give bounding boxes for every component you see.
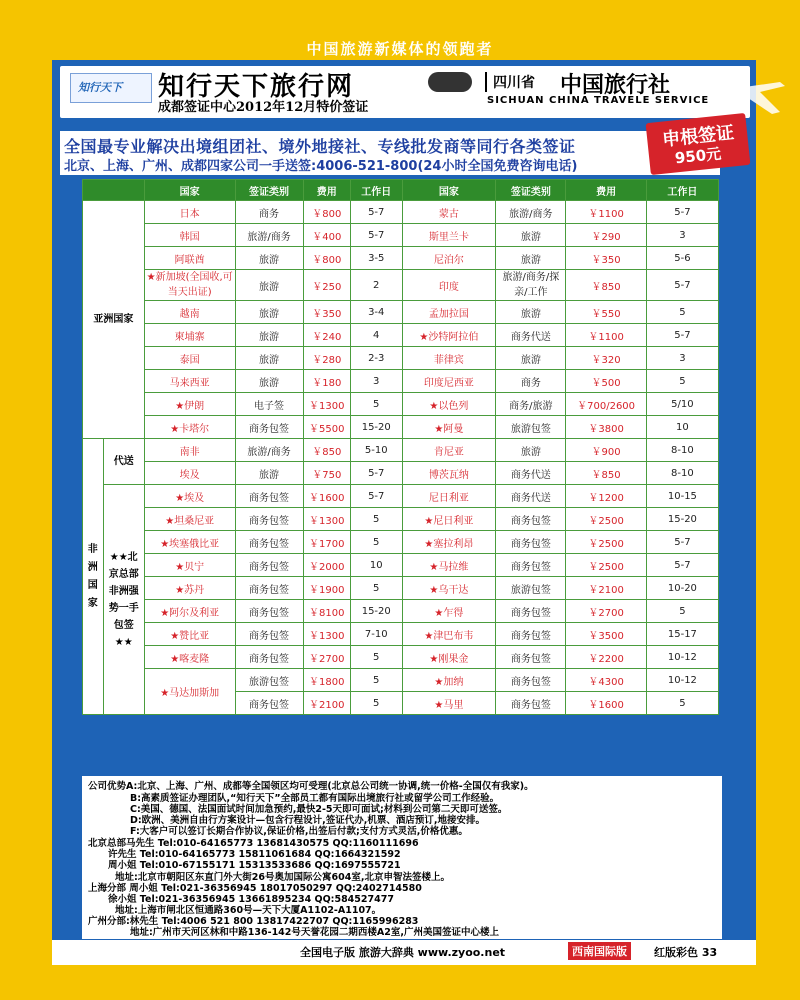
cell-fee-2: ￥1600 <box>566 692 646 715</box>
cell-visa-type-2: 旅游 <box>496 247 566 270</box>
cell-work-days: 5 <box>350 692 402 715</box>
cell-fee: ￥1300 <box>303 623 350 646</box>
company-info-line: 上海分部 周小姐 Tel:021-36356945 18017050297 QQ:2402714580 <box>88 883 422 894</box>
cell-visa-type: 旅游 <box>235 270 303 301</box>
cell-fee-2: ￥320 <box>566 347 646 370</box>
cell-fee-2: ￥2200 <box>566 646 646 669</box>
cell-visa-type: 旅游 <box>235 324 303 347</box>
cell-visa-type-2: 商务包签 <box>496 531 566 554</box>
cell-visa-type: 旅游/商务 <box>235 224 303 247</box>
company-info-line: D:欧洲、美洲自由行方案设计—包含行程设计,签证代办,机票、酒店预订,地接安排。 <box>130 815 486 826</box>
cell-visa-type: 商务包签 <box>235 531 303 554</box>
table-row <box>83 224 719 247</box>
cell-country-2: ★马里 <box>402 692 496 715</box>
cell-work-days-2: 5-7 <box>646 324 718 347</box>
edition-tag: 西南国际版 <box>568 942 631 960</box>
cell-country-2: ★乌干达 <box>402 577 496 600</box>
cell-visa-type-2: 旅游 <box>496 439 566 462</box>
cell-visa-type: 旅游 <box>235 247 303 270</box>
table-row <box>83 600 719 623</box>
cell-country: ★苏丹 <box>144 577 235 600</box>
cell-work-days-2: 5 <box>646 370 718 393</box>
cell-country: 阿联酋 <box>144 247 235 270</box>
header-fee-2: 费用 <box>566 180 646 201</box>
cell-fee: ￥5500 <box>303 416 350 439</box>
company-info-line: 周小姐 Tel:010-67155171 15313533686 QQ:1697555721 <box>108 860 401 871</box>
cell-country-2: ★乍得 <box>402 600 496 623</box>
cell-fee: ￥350 <box>303 301 350 324</box>
cell-fee: ￥1600 <box>303 485 350 508</box>
cits-name: 中国旅行社 <box>560 72 671 98</box>
table-row <box>83 324 719 347</box>
table-row <box>83 485 719 508</box>
cell-fee-2: ￥1100 <box>566 324 646 347</box>
cell-country-2: 印度尼西亚 <box>402 370 496 393</box>
cell-visa-type: 电子签 <box>235 393 303 416</box>
cell-fee: ￥2700 <box>303 646 350 669</box>
logo-text: 知行天下 <box>78 81 122 94</box>
cell-work-days: 2-3 <box>350 347 402 370</box>
header-country: 国家 <box>144 180 235 201</box>
table-row <box>83 201 719 224</box>
cell-visa-type-2: 旅游/商务/探亲/工作 <box>496 270 566 301</box>
cell-fee-2: ￥700/2600 <box>566 393 646 416</box>
cell-country-2: ★塞拉利昂 <box>402 531 496 554</box>
cell-country-2: ★尼日利亚 <box>402 508 496 531</box>
cell-visa-type: 旅游 <box>235 301 303 324</box>
cell-country-2: ★马拉维 <box>402 554 496 577</box>
cell-work-days-2: 3 <box>646 347 718 370</box>
cell-work-days-2: 8-10 <box>646 439 718 462</box>
cell-work-days-2: 10-12 <box>646 669 718 692</box>
province-label: 四川省 <box>485 72 535 92</box>
table-row <box>83 531 719 554</box>
cell-work-days: 10 <box>350 554 402 577</box>
cell-visa-type-2: 商务包签 <box>496 600 566 623</box>
cell-fee: ￥240 <box>303 324 350 347</box>
cell-visa-type-2: 商务包签 <box>496 508 566 531</box>
cell-country: ★埃及 <box>144 485 235 508</box>
cell-visa-type-2: 旅游 <box>496 224 566 247</box>
cell-work-days-2: 5/10 <box>646 393 718 416</box>
cell-fee-2: ￥4300 <box>566 669 646 692</box>
header-type: 签证类别 <box>235 180 303 201</box>
cell-country: ★新加坡(全国收,可当天出证) <box>144 270 235 301</box>
cell-fee: ￥800 <box>303 201 350 224</box>
company-info-line: B:高素质签证办理团队,“知行天下”全部员工都有国际出境旅行社或留学公司工作经验。 <box>130 793 500 804</box>
group-label-hq: ★★北京总部非洲强势一手包签★★ <box>103 485 144 715</box>
cell-work-days: 3-5 <box>350 247 402 270</box>
bottom-publication: 全国电子版 旅游大辞典 www.zyoo.net <box>300 946 506 959</box>
table-row <box>83 462 719 485</box>
company-info-line: 公司优势A:北京、上海、广州、成都等全国领区均可受理(北京总公司统一协调,统一价格-全国仅有我家)。 <box>88 781 534 792</box>
cell-visa-type-2: 商务/旅游 <box>496 393 566 416</box>
cell-visa-type-2: 商务包签 <box>496 669 566 692</box>
cell-fee: ￥1300 <box>303 508 350 531</box>
cell-visa-type: 商务包签 <box>235 646 303 669</box>
cell-work-days: 5-7 <box>350 485 402 508</box>
cell-visa-type: 旅游 <box>235 370 303 393</box>
company-info-line: 地址:广州市天河区林和中路136-142号天誉花园二期西楼A2室,广州美国签证中心楼上 <box>130 927 499 938</box>
cell-work-days-2: 5 <box>646 301 718 324</box>
cell-fee-2: ￥550 <box>566 301 646 324</box>
cell-visa-type: 商务包签 <box>235 623 303 646</box>
cell-country-2: 肯尼亚 <box>402 439 496 462</box>
cell-visa-type-2: 旅游 <box>496 301 566 324</box>
company-info-line: 许先生 Tel:010-64165773 15811061684 QQ:1664321592 <box>108 849 401 860</box>
cell-visa-type-2: 商务代送 <box>496 462 566 485</box>
visa-price-table <box>82 179 719 715</box>
cell-visa-type: 商务包签 <box>235 600 303 623</box>
table-row <box>83 646 719 669</box>
cell-country-2: 博茨瓦纳 <box>402 462 496 485</box>
cell-work-days: 2 <box>350 270 402 301</box>
cell-fee-2: ￥1200 <box>566 485 646 508</box>
cell-country: 韩国 <box>144 224 235 247</box>
cell-fee-2: ￥2100 <box>566 577 646 600</box>
cell-country: ★喀麦隆 <box>144 646 235 669</box>
cell-work-days-2: 10 <box>646 416 718 439</box>
group-label-proxy: 代送 <box>103 439 144 485</box>
cell-visa-type: 商务 <box>235 201 303 224</box>
table-header-row <box>83 180 719 201</box>
cell-fee-2: ￥2700 <box>566 600 646 623</box>
table-row <box>83 554 719 577</box>
cell-work-days: 15-20 <box>350 600 402 623</box>
cell-fee: ￥8100 <box>303 600 350 623</box>
cell-work-days-2: 15-17 <box>646 623 718 646</box>
cell-country: 柬埔寨 <box>144 324 235 347</box>
cell-visa-type-2: 旅游 <box>496 347 566 370</box>
cell-work-days-2: 3 <box>646 224 718 247</box>
company-info-line: 北京总部马先生 Tel:010-64165773 13681430575 QQ:1160111696 <box>88 838 419 849</box>
hotline: 北京、上海、广州、成都四家公司一手送签:4006-521-800(24小时全国免费咨询电话) <box>64 159 578 174</box>
cell-country-2: 尼泊尔 <box>402 247 496 270</box>
cell-work-days-2: 5-7 <box>646 554 718 577</box>
cell-visa-type: 商务包签 <box>235 577 303 600</box>
cell-country-2: 斯里兰卡 <box>402 224 496 247</box>
cell-country: 日本 <box>144 201 235 224</box>
cell-fee: ￥1300 <box>303 393 350 416</box>
cell-work-days: 5-7 <box>350 201 402 224</box>
cell-work-days-2: 10-15 <box>646 485 718 508</box>
cell-fee: ￥850 <box>303 439 350 462</box>
headline: 全国最专业解决出境组团社、境外地接社、专线批发商等同行各类签证 <box>64 137 576 156</box>
cell-country: 马来西亚 <box>144 370 235 393</box>
cell-work-days-2: 10-12 <box>646 646 718 669</box>
cell-visa-type: 旅游 <box>235 462 303 485</box>
cell-fee: ￥1800 <box>303 669 350 692</box>
brand-title: 知行天下旅行网 <box>158 72 355 102</box>
cell-work-days: 7-10 <box>350 623 402 646</box>
cell-country-2: 蒙古 <box>402 201 496 224</box>
cell-work-days: 5 <box>350 531 402 554</box>
cell-visa-type-2: 商务代送 <box>496 485 566 508</box>
cell-work-days: 5 <box>350 508 402 531</box>
cell-country-2: ★阿曼 <box>402 416 496 439</box>
header-fee: 费用 <box>303 180 350 201</box>
cell-visa-type-2: 商务代送 <box>496 324 566 347</box>
cell-visa-type: 商务包签 <box>235 485 303 508</box>
cell-fee: ￥280 <box>303 347 350 370</box>
cell-work-days-2: 15-20 <box>646 508 718 531</box>
header-country-2: 国家 <box>402 180 496 201</box>
cell-country: 埃及 <box>144 462 235 485</box>
visa-price-table-wrapper <box>82 179 719 715</box>
company-info-line: 广州分部:林先生 Tel:4006 521 800 13817422707 QQ:1165996283 <box>88 916 419 927</box>
company-info-line: 地址:上海市闸北区恒通路360号—天下大厦A1102-A1107。 <box>115 905 382 916</box>
cell-fee-2: ￥850 <box>566 270 646 301</box>
cell-fee-2: ￥2500 <box>566 554 646 577</box>
cell-country: 越南 <box>144 301 235 324</box>
cell-country-2: ★津巴布韦 <box>402 623 496 646</box>
group-label-africa: 非洲国家 <box>83 439 104 715</box>
cell-work-days: 5-7 <box>350 224 402 247</box>
cell-fee-2: ￥2500 <box>566 531 646 554</box>
cell-fee: ￥2000 <box>303 554 350 577</box>
cits-english: SICHUAN CHINA TRAVELE SERVICE <box>487 95 710 106</box>
cell-work-days: 3 <box>350 370 402 393</box>
header-spacer <box>83 180 145 201</box>
cell-fee: ￥180 <box>303 370 350 393</box>
cell-fee-2: ￥2500 <box>566 508 646 531</box>
cell-work-days-2: 10-20 <box>646 577 718 600</box>
cell-fee-2: ￥3800 <box>566 416 646 439</box>
cell-country-2: ★以色列 <box>402 393 496 416</box>
slogan: 中国旅游新媒体的领跑者 <box>306 40 494 58</box>
cell-country: 泰国 <box>144 347 235 370</box>
cell-fee: ￥400 <box>303 224 350 247</box>
cell-work-days: 15-20 <box>350 416 402 439</box>
cell-work-days: 5 <box>350 577 402 600</box>
cell-fee-2: ￥1100 <box>566 201 646 224</box>
cell-work-days: 5 <box>350 393 402 416</box>
cell-visa-type: 旅游/商务 <box>235 439 303 462</box>
cell-visa-type-2: 旅游/商务 <box>496 201 566 224</box>
cell-visa-type: 商务包签 <box>235 692 303 715</box>
cell-work-days: 3-4 <box>350 301 402 324</box>
cell-visa-type-2: 商务包签 <box>496 554 566 577</box>
cell-country: ★贝宁 <box>144 554 235 577</box>
cell-fee: ￥2100 <box>303 692 350 715</box>
cell-country: ★马达加斯加 <box>144 669 235 715</box>
group-label-asia: 亚洲国家 <box>83 201 145 439</box>
cell-work-days-2: 5-7 <box>646 270 718 301</box>
cell-work-days-2: 5-6 <box>646 247 718 270</box>
cell-visa-type-2: 旅游包签 <box>496 416 566 439</box>
cits-logo-icon <box>428 72 472 92</box>
cell-fee-2: ￥3500 <box>566 623 646 646</box>
cell-visa-type-2: 商务 <box>496 370 566 393</box>
cell-fee: ￥800 <box>303 247 350 270</box>
cell-fee-2: ￥290 <box>566 224 646 247</box>
cell-fee: ￥1900 <box>303 577 350 600</box>
page-number: 红版彩色 33 <box>654 946 718 959</box>
cell-country-2: ★刚果金 <box>402 646 496 669</box>
cell-work-days: 4 <box>350 324 402 347</box>
cell-work-days-2: 8-10 <box>646 462 718 485</box>
cell-visa-type: 商务包签 <box>235 416 303 439</box>
table-row <box>83 439 719 462</box>
cell-country-2: 尼日利亚 <box>402 485 496 508</box>
table-row <box>83 508 719 531</box>
cell-work-days: 5-7 <box>350 462 402 485</box>
cell-country-2: ★加纳 <box>402 669 496 692</box>
cell-fee: ￥1700 <box>303 531 350 554</box>
header-days: 工作日 <box>350 180 402 201</box>
table-row <box>83 370 719 393</box>
cell-country-2: 印度 <box>402 270 496 301</box>
cell-work-days: 5 <box>350 646 402 669</box>
cell-country-2: 菲律宾 <box>402 347 496 370</box>
cell-country: ★坦桑尼亚 <box>144 508 235 531</box>
cell-visa-type-2: 旅游包签 <box>496 577 566 600</box>
cell-country: 南非 <box>144 439 235 462</box>
cell-country: ★伊朗 <box>144 393 235 416</box>
cell-fee-2: ￥500 <box>566 370 646 393</box>
table-row <box>83 577 719 600</box>
cell-fee-2: ￥850 <box>566 462 646 485</box>
cell-fee-2: ￥350 <box>566 247 646 270</box>
company-info-line: 徐小姐 Tel:021-36356945 13661895234 QQ:584527477 <box>108 894 394 905</box>
cell-work-days: 5 <box>350 669 402 692</box>
cell-country: ★赞比亚 <box>144 623 235 646</box>
cell-fee-2: ￥900 <box>566 439 646 462</box>
cell-work-days: 5-10 <box>350 439 402 462</box>
cell-visa-type-2: 商务包签 <box>496 623 566 646</box>
table-row <box>83 416 719 439</box>
cell-country-2: 孟加拉国 <box>402 301 496 324</box>
cell-country: ★阿尔及利亚 <box>144 600 235 623</box>
cell-fee: ￥250 <box>303 270 350 301</box>
header-type-2: 签证类别 <box>496 180 566 201</box>
table-row <box>83 270 719 301</box>
cell-work-days-2: 5 <box>646 600 718 623</box>
promo-price: 950元 <box>674 144 723 168</box>
table-row <box>83 247 719 270</box>
company-info-line: 地址:北京市朝阳区东直门外大街26号奥加国际公寓604室,北京申智法签楼上。 <box>115 872 450 883</box>
cell-work-days-2: 5-7 <box>646 201 718 224</box>
cell-visa-type-2: 商务包签 <box>496 692 566 715</box>
header-days-2: 工作日 <box>646 180 718 201</box>
cell-fee: ￥750 <box>303 462 350 485</box>
cell-work-days-2: 5 <box>646 692 718 715</box>
table-row <box>83 347 719 370</box>
table-row <box>83 623 719 646</box>
cell-visa-type: 旅游包签 <box>235 669 303 692</box>
cell-visa-type: 旅游 <box>235 347 303 370</box>
table-row <box>83 301 719 324</box>
brand-subtitle: 成都签证中心2012年12月特价签证 <box>158 100 369 115</box>
company-info-line: F:大客户可以签订长期合作协议,保证价格,出签后付款;支付方式灵活,价格优惠。 <box>130 826 468 837</box>
cell-country: ★埃塞俄比亚 <box>144 531 235 554</box>
table-row <box>83 669 719 692</box>
table-row <box>83 393 719 416</box>
company-info-line: C:美国、德国、法国面试时间加急预约,最快2-5天即可面试;材料到公司第二天即可送签。 <box>130 804 508 815</box>
cell-visa-type-2: 商务包签 <box>496 646 566 669</box>
cell-country-2: ★沙特阿拉伯 <box>402 324 496 347</box>
cell-visa-type: 商务包签 <box>235 554 303 577</box>
cell-country: ★卡塔尔 <box>144 416 235 439</box>
cell-visa-type: 商务包签 <box>235 508 303 531</box>
promo-title: 申根签证 <box>661 122 736 151</box>
cell-work-days-2: 5-7 <box>646 531 718 554</box>
